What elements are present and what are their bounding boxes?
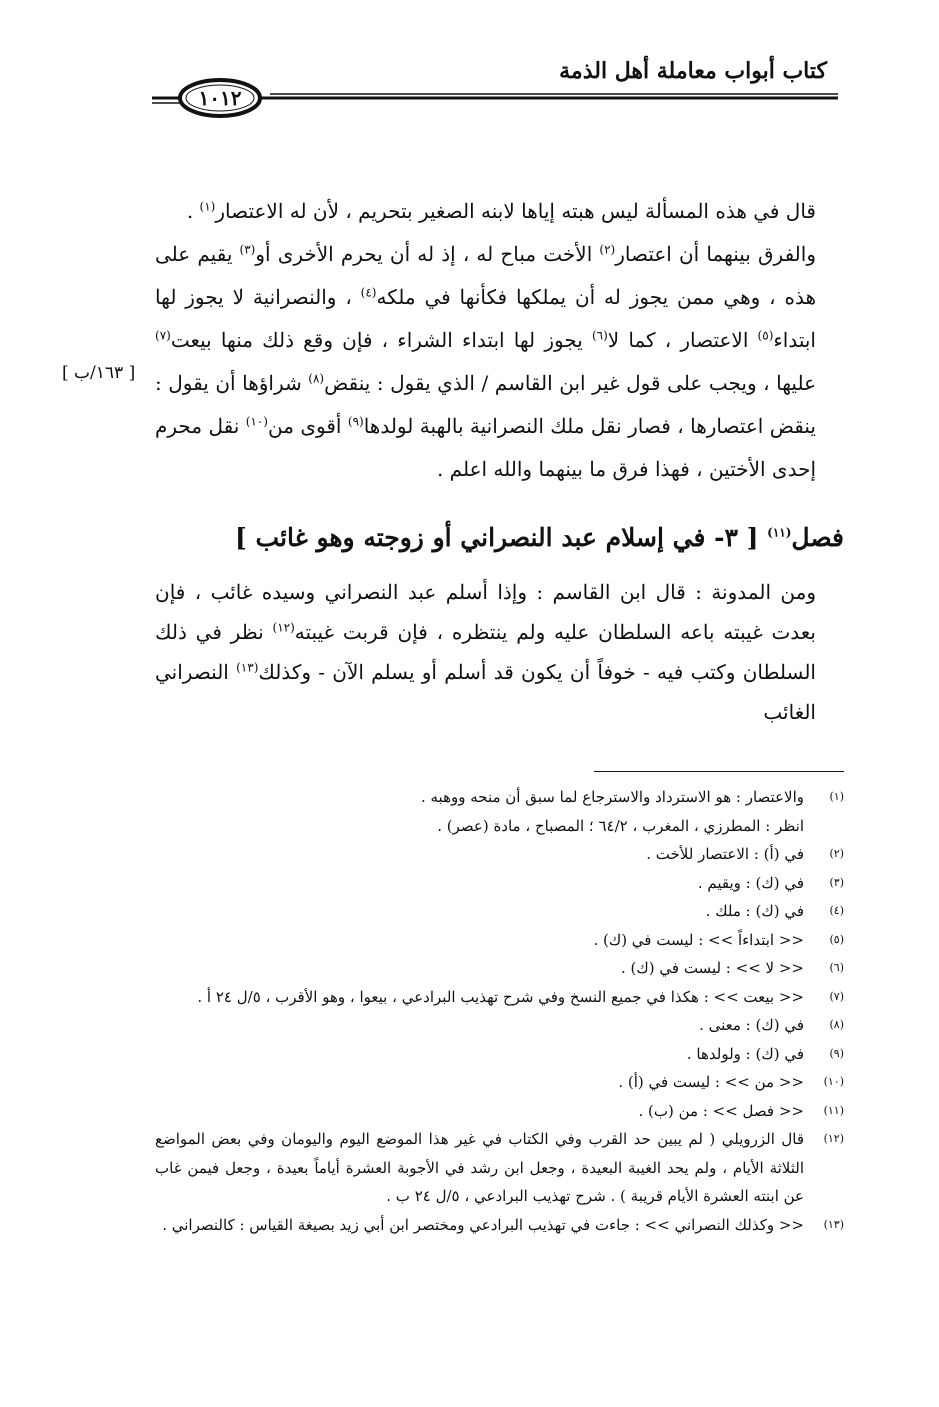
- footnote-ref: (٥): [757, 328, 774, 343]
- paragraph-text: عليها ، ويجب على قول غير ابن القاسم / الذي يقول : ينقض: [324, 371, 817, 395]
- paragraph-text: يجوز لها ابتداء الشراء ، فإن وقع ذلك منها بيعت: [170, 328, 592, 352]
- footnote-number: (١١): [823, 1103, 844, 1117]
- footnote-text: في (ك) : ويقيم .: [697, 873, 804, 892]
- footnote-ref: (٢): [599, 242, 616, 257]
- footnote-ref: (٨): [308, 371, 325, 386]
- paragraph-text: شراؤها أن يقول : ينقض اعتصارها ، فصار نقل ملك النصرانية بالهبة لولدها: [155, 371, 816, 438]
- footnote-text: << وكذلك النصراني >> : جاءت في تهذيب البرادعي ومختصر ابن أبي زيد بصيغة القياس : كالنصراني .: [162, 1215, 804, 1234]
- footnote-ref: (١٢): [272, 620, 295, 635]
- footnote-text: في (أ) : الاعتصار للأخت .: [646, 845, 804, 863]
- footnote: [155, 840, 844, 869]
- footnote-ref: (٩): [347, 414, 364, 429]
- footnote-text: << لا >> : ليست في (ك) .: [621, 959, 804, 977]
- footnote-ref: (١٠): [245, 414, 268, 429]
- footnote-ref: (٤): [360, 285, 377, 300]
- footnote-number: (٧): [829, 989, 844, 1003]
- footnote-number: (٥): [829, 932, 844, 946]
- paragraph-1: [155, 190, 844, 233]
- footnote: [155, 1068, 844, 1097]
- footnote-text: في (ك) : معنى .: [699, 1016, 804, 1034]
- paragraph-text: النصراني الغائب: [155, 660, 816, 724]
- paragraph-text: والفرق بينهما أن اعتصار: [615, 242, 816, 266]
- paragraph-text: الاعتصار ، كما لا: [607, 328, 758, 352]
- footnote-ref: (٧): [155, 328, 171, 343]
- footnote-text: في (ك) : ملك .: [705, 902, 804, 920]
- footnote: [155, 869, 844, 898]
- heading-text: [ ٣- في إسلام عبد النصراني أو زوجته وهو غائب ]: [235, 523, 768, 552]
- footnote-text: << فصل >> : من (ب) .: [638, 1101, 804, 1120]
- footnote: [155, 783, 844, 812]
- footnote-ref: (١): [199, 199, 216, 214]
- footnote-text: قال الزرويلي ( لم يبين حد القرب وفي الكتاب في غير هذا الموضع اليوم واليومان وفي بعض المواضع الثلاثة الأيام ، ولم يحد الغيبة البعيدة ، وجعل ابن رشد في الأجوبة العشرة أياماً بعيدة ، وجعل فيمن غاب عن ابنته العشرة الأيام قريبة ) . شرح تهذيب البرادعي ، ٥/ل ٢٤ ب .: [155, 1130, 804, 1205]
- footnote: [155, 1125, 844, 1211]
- footnote-ref: (٣): [239, 242, 256, 257]
- paragraph-text: ، والنصرانية لا يجوز لها ابتداء: [155, 285, 816, 352]
- footnote-number: (٦): [829, 961, 844, 974]
- paragraph-text: ومن المدونة : قال ابن القاسم : وإذا أسلم عبد النصراني وسيده غائب ، فإن بعدت غيبته باعه السلطان عليه ولم ينتظره ، فإن قربت غيبته: [155, 580, 817, 644]
- running-title: كتاب أبواب معاملة أهل الذمة: [559, 58, 827, 84]
- heading-text: فصل: [791, 523, 844, 552]
- paragraph-2: [155, 233, 844, 491]
- paragraph-text: أقوى من: [267, 414, 348, 438]
- footnote-continuation: انظر : المطرزي ، المغرب ، ٦٤/٢ ؛ المصباح ، مادة (عصر) .: [437, 816, 804, 835]
- footnote-number: (١): [829, 790, 844, 803]
- footnote-number: (٩): [829, 1046, 844, 1060]
- paragraph-text: قال في هذه المسألة ليس هبته إياها لابنه الصغير بتحريم ، لأن له الاعتصار: [215, 199, 816, 223]
- footnote-text: << من >> : ليست في (أ) .: [618, 1073, 804, 1091]
- footnote: [155, 1040, 844, 1069]
- footnote: [155, 954, 844, 983]
- manuscript-folio-note: [ ١٦٣/ب ]: [62, 363, 136, 383]
- paragraph-text: نظر في ذلك السلطان وكتب فيه - خوفاً أن يكون قد أسلم أو يسلم الآن - وكذلك: [155, 620, 816, 684]
- footnote: [155, 926, 844, 955]
- paragraph-text: نقل محرم إحدى الأختين ، فهذا فرق ما بينهما والله اعلم .: [155, 414, 816, 481]
- footnote: [155, 983, 844, 1012]
- paragraph-text: .: [186, 199, 200, 223]
- footnote: [155, 897, 844, 926]
- section-text: [155, 572, 844, 732]
- section-heading: [155, 523, 844, 552]
- paragraph-3: [155, 572, 844, 732]
- footnote-number: (٨): [829, 1018, 844, 1031]
- footnote-number: (١٢): [823, 1132, 844, 1145]
- footnote-number: (٣): [829, 875, 844, 889]
- footnote-text: في (ك) : ولولدها .: [686, 1044, 804, 1063]
- footnote-number: (١٠): [823, 1075, 844, 1088]
- footnote-divider: [594, 771, 844, 772]
- footnotes: [155, 783, 844, 1239]
- footnote-ref: (١٣): [236, 660, 259, 675]
- footnote-text: والاعتصار : هو الاسترداد والاسترجاع لما سبق أن منحه ووهبه .: [420, 788, 804, 806]
- footnote-text: << ابتداءاً >> : ليست في (ك) .: [593, 930, 804, 949]
- footnote: [155, 1097, 844, 1126]
- footnote-ref: (٦): [591, 328, 608, 343]
- footnote-number: (٢): [829, 847, 844, 860]
- footnote: [155, 1211, 844, 1240]
- footnote-number: (١٣): [823, 1217, 844, 1231]
- footnote-ref: (١١): [767, 525, 792, 540]
- footnote-text: << بيعت >> : هكذا في جميع النسخ وفي شرح تهذيب البرادعي ، بيعوا ، وهو الأقرب ، ٥/ل ٢٤ أ .: [197, 987, 804, 1006]
- paragraph-text: يقيم على هذه ، وهي ممن يجوز له أن يملكها فكأنها في ملكه: [155, 242, 816, 309]
- main-text: [155, 190, 844, 491]
- page-number: ١٠١٢: [198, 86, 242, 110]
- footnote: [155, 1011, 844, 1040]
- paragraph-text: الأخت مباح له ، إذ له أن يحرم الأخرى أو: [255, 242, 600, 266]
- footnote-number: (٤): [829, 904, 844, 917]
